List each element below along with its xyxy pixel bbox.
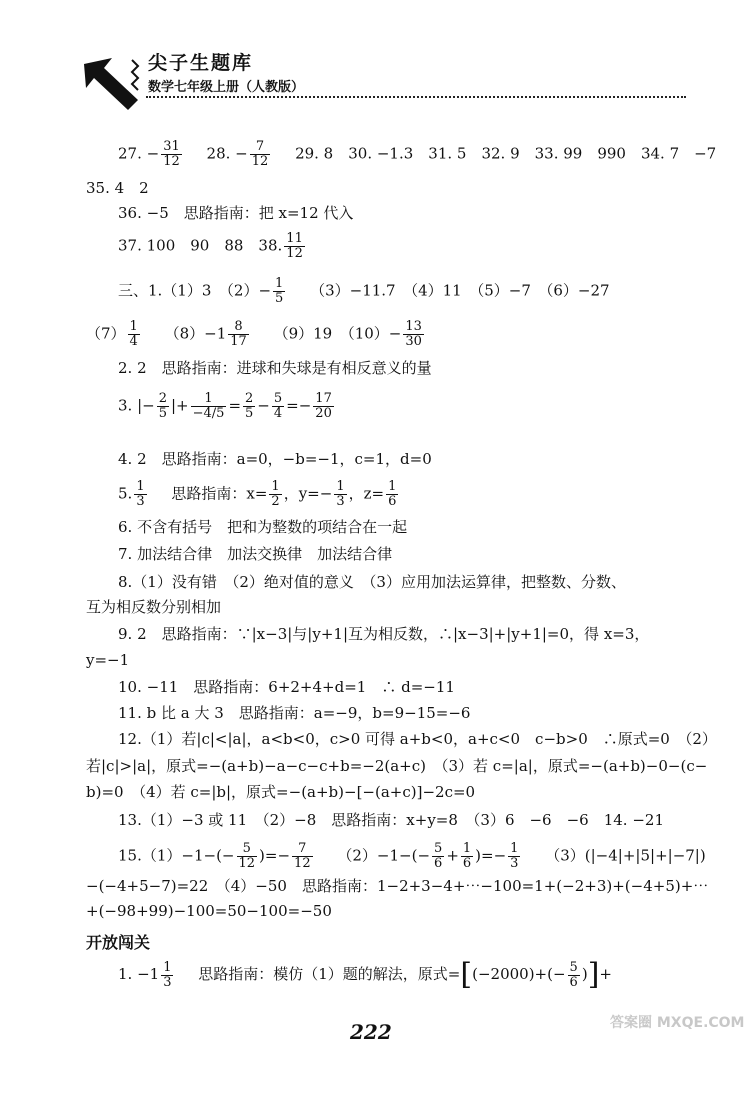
answer-q10: 10. −11 思路指南：6+2+4+d=1 ∴ d=−11 bbox=[118, 678, 455, 696]
book-title: 尖子生题库 bbox=[148, 52, 254, 74]
answer-q2: 2. 2 思路指南：进球和失球是有相反意义的量 bbox=[118, 359, 432, 377]
answer-line-36: 36. −5 思路指南：把 x=12 代入 bbox=[118, 204, 354, 222]
answer-q8: 8.（1）没有错 （2）绝对值的意义 （3）应用加法运算律，把整数、分数、 bbox=[118, 573, 626, 591]
answer-q12-cont2: b)=0 （4）若 c=|b|，原式=−(a+b)−[−(a+c)]−2c=0 bbox=[86, 783, 476, 801]
answer-q3: 3. |− $\frac{2}{5}$ |+ $\frac{1}{-4/5}$ = $\frac{2}{5}$ − $\frac{5}{4}$ =− $\frac{17}{20}$ bbox=[118, 391, 332, 421]
answer-q15: 15.（1）−1−(− $\frac{5}{12}$ )=− $\frac{7}{12}$ （2）−1−(− $\frac{5}{6}$ + $\frac{1}{6}$ )=− $\frac{1}{3}$ （3）(|−4|+|5|+|−7|) bbox=[118, 841, 706, 871]
answer-q5: 5. $\frac{1}{3}$ 思路指南：x= $\frac{1}{2}$ ，y=− $\frac{1}{3}$ ，z= $\frac{1}{6}$ bbox=[118, 479, 397, 509]
watermark: 答案圈 MXQE.COM bbox=[610, 1015, 745, 1031]
open-q1: 1. −1 $\frac{1}{3}$ 思路指南：模仿（1）题的解法，原式=[(−2000)+(− $\frac{5}{6}$ )]+ bbox=[118, 957, 612, 992]
answer-q7: 7. 加法结合律 加法交换律 加法结合律 bbox=[118, 545, 393, 563]
answer-q13: 13.（1）−3 或 11 （2）−8 思路指南：x+y=8 （3）6 −6 −6 14. −21 bbox=[118, 811, 664, 829]
answer-q6: 6. 不含有括号 把和为整数的项结合在一起 bbox=[118, 518, 408, 536]
section3-q1: 三、1.（1）3 （2）− $\frac{1}{5}$ （3）−11.7 （4）11 （5）−7 （6）−27 bbox=[118, 276, 610, 306]
book-subtitle: 数学七年级上册（人教版） bbox=[148, 80, 305, 95]
header-divider bbox=[146, 96, 686, 98]
section3-q1-cont: （7） $\frac{1}{4}$ （8）−1 $\frac{8}{17}$ （9）19 （10）− $\frac{13}{30}$ bbox=[86, 319, 422, 349]
answer-line-37: 37. 100 90 88 38. $\frac{11}{12}$ bbox=[118, 231, 303, 261]
answer-line-27: 27. − $\frac{31}{12}$ 28. − $\frac{7}{12}$ 29. 8 30. −1.3 31. 5 32. 9 33. 99 990 34. 7 −7 bbox=[118, 139, 717, 169]
answer-q4: 4. 2 思路指南：a=0，−b=−1，c=1，d=0 bbox=[118, 450, 432, 468]
answer-q12-cont1: 若|c|>|a|，原式=−(a+b)−a−c−c+b=−2(a+c) （3）若 c=|a|，原式=−(a+b)−0−(c− bbox=[86, 757, 708, 775]
arrow-logo-icon bbox=[80, 54, 142, 116]
answer-q15-cont2: +(−98+99)−100=50−100=−50 bbox=[86, 902, 332, 920]
answer-q9: 9. 2 思路指南：∵|x−3|与|y+1|互为相反数，∴|x−3|+|y+1|=0，得 x=3， bbox=[118, 625, 650, 643]
answer-q9-cont: y=−1 bbox=[86, 651, 130, 669]
answer-q15-cont1: −(−4+5−7)=22 （4）−50 思路指南：1−2+3−4+⋯−100=1+(−2+3)+(−4+5)+⋯ bbox=[86, 877, 709, 895]
answer-line-35: 35. 4 2 bbox=[86, 179, 149, 197]
page-number: 222 bbox=[350, 1020, 392, 1044]
answer-q11: 11. b 比 a 大 3 思路指南：a=−9，b=9−15=−6 bbox=[118, 704, 471, 722]
answer-q12: 12.（1）若|c|<|a|，a<b<0，c>0 可得 a+b<0，a+c<0 c−b>0 ∴原式=0 （2） bbox=[118, 730, 717, 748]
section-heading: 开放闯关 bbox=[86, 933, 151, 952]
answer-q8-cont: 互为相反数分别相加 bbox=[86, 598, 222, 616]
